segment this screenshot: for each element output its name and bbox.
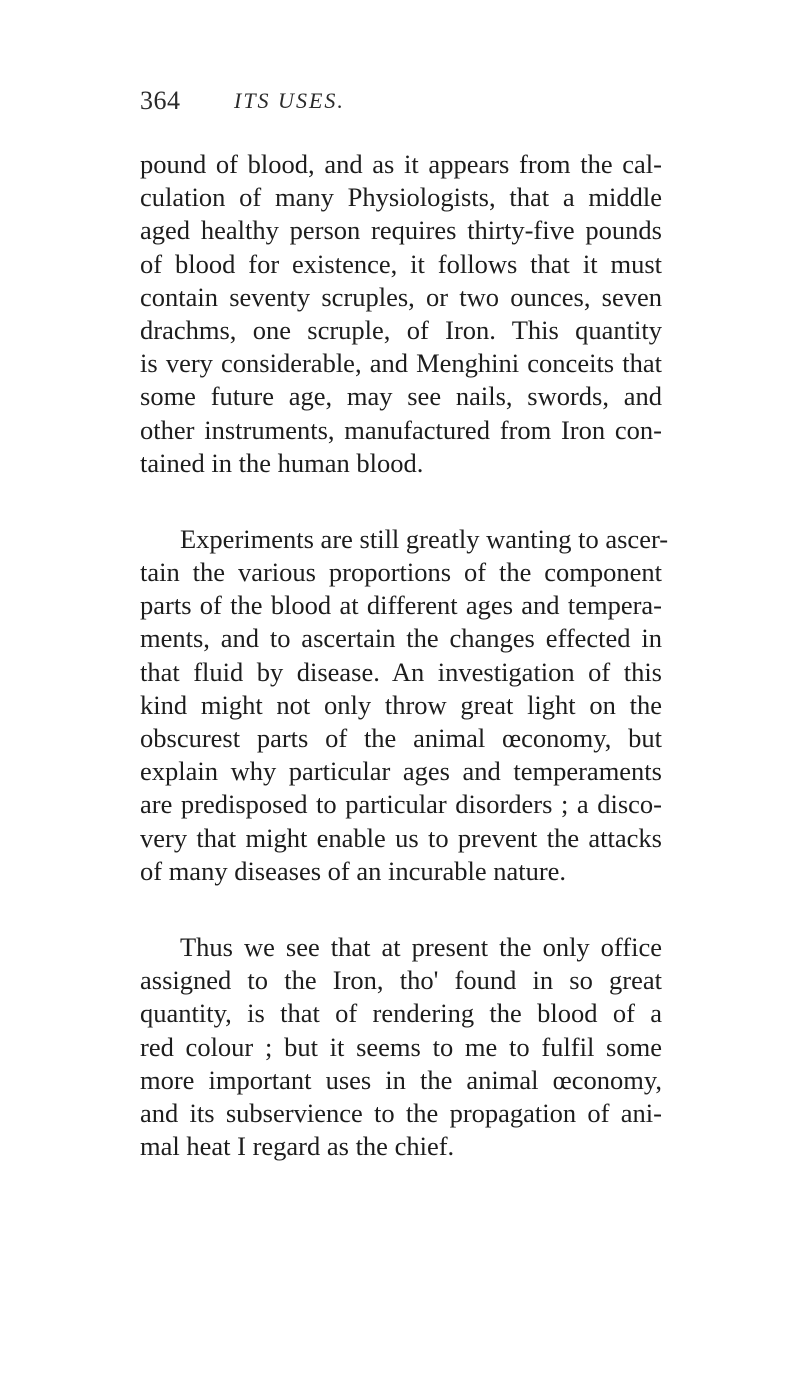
- text-line: red colour ; but it seems to me to fulfil some: [140, 1031, 662, 1062]
- text-line: of blood for existence, it follows that it must: [140, 248, 662, 279]
- text-line: Experiments are still greatly wanting to ascer-: [180, 523, 669, 554]
- text-line: is very considerable, and Menghini conceits that: [140, 348, 662, 379]
- body-text: [140, 148, 669, 1163]
- text-line: drachms, one scruple, of Iron. This quantity: [140, 314, 662, 345]
- paragraph: [140, 523, 669, 888]
- text-line: tain the various proportions of the component: [140, 557, 662, 588]
- running-head: [140, 86, 660, 126]
- text-line: obscurest parts of the animal œconomy, but: [140, 723, 662, 753]
- text-line: mal heat I regard as the chief.: [140, 1131, 455, 1162]
- text-line: quantity, is that of rendering the blood of a: [140, 998, 662, 1029]
- text-line: other instruments, manufactured from Iron con-: [140, 414, 662, 445]
- text-line: parts of the blood at different ages and tempera-: [140, 590, 662, 621]
- text-line: explain why particular ages and temperaments: [140, 756, 662, 787]
- running-title: ITS USES.: [234, 88, 345, 113]
- text-line: contain seventy scruples, or two ounces, seven: [140, 281, 662, 312]
- text-line: and its subservience to the propagation of ani-: [140, 1097, 662, 1128]
- paragraph: [140, 148, 662, 480]
- text-line: tained in the human blood.: [140, 447, 424, 478]
- text-line: of many diseases of an incurable nature.: [140, 855, 567, 886]
- text-line: some future age, may see nails, swords, and: [140, 381, 662, 412]
- page-number: 364: [140, 86, 181, 115]
- text-line: that fluid by disease. An investigation of this: [140, 656, 662, 687]
- text-line: very that might enable us to prevent the attacks: [140, 822, 662, 853]
- text-line: aged healthy person requires thirty-five pounds: [140, 215, 662, 246]
- text-line: more important uses in the animal œconomy,: [140, 1064, 662, 1095]
- text-line: kind might not only throw great light on the: [140, 689, 662, 720]
- text-line: assigned to the Iron, tho' found in so great: [140, 965, 662, 996]
- text-line: are predisposed to particular disorders ; a disco-: [140, 789, 662, 820]
- text-line: pound of blood, and as it appears from the cal-: [140, 149, 662, 179]
- text-line: ments, and to ascertain the changes effected in: [140, 623, 662, 654]
- text-line: culation of many Physiologists, that a middle: [140, 182, 662, 213]
- paragraph: [140, 931, 662, 1163]
- text-line: Thus we see that at present the only office: [180, 931, 662, 962]
